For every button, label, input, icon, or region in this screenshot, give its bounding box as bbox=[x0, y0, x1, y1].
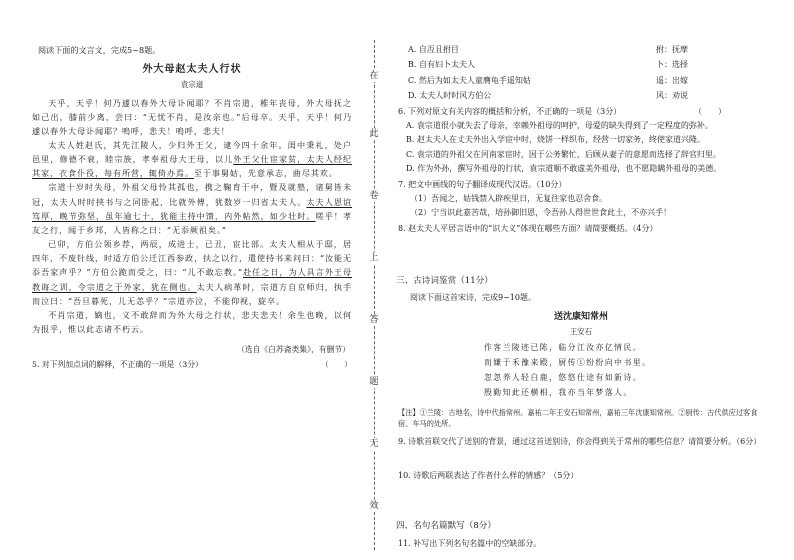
passage-paragraph bbox=[32, 96, 352, 138]
gutter-char: 卷 bbox=[366, 190, 382, 202]
gutter-char: 题 bbox=[366, 376, 382, 388]
option-gloss: 风：劝说 bbox=[656, 91, 688, 101]
question-6-text: 6. 下列对原文有关内容的概括和分析，不正确的一项是（3分） bbox=[398, 106, 622, 116]
poem-note: 【注】①兰陵：古地名，诗中代指常州。嘉祐二年王安石知常州，嘉祐三年沈康知常州。②厨传：古代供应过客食宿、车马的处所。 bbox=[398, 407, 758, 429]
underlined-sentence: 外王父仕宦家贫，太夫人经纪其家，衣食仆役，每有所营，辄倚办焉。 bbox=[32, 154, 352, 179]
passage-paragraph bbox=[32, 308, 352, 336]
q5-option-d bbox=[408, 90, 766, 102]
passage-text: 不肖宗道，稚年丧母，外大母抚之如己出，膝前少离，尝曰：“无忧不肖，是汝亲也。”后母卒。天乎，天乎！何乃遽以春外大母讣闻耶？嗚呼，悲夫！嗚呼，悲夫！ bbox=[32, 97, 352, 136]
question-6 bbox=[398, 106, 766, 118]
poem-line: 殷勤知此还横相，我亦当年梦落人。 bbox=[484, 388, 633, 398]
questions-column bbox=[396, 44, 766, 552]
poem-line: 忽忽养人轻白鹿，悠悠仕途有如新诗。 bbox=[484, 373, 643, 383]
section-3-lead: 阅读下面这首宋诗，完成9~10题。 bbox=[410, 293, 536, 303]
q6-choice-b: B. 赵太夫人在丈夫外出入学宦中时，烧饼一样织布，经营一切家务，终使家道兴隆。 bbox=[406, 135, 705, 145]
gutter-char: 在 bbox=[366, 70, 382, 82]
poem-line: 作客兰陵迹已陈，临分江汝亦亿情民。 bbox=[484, 343, 643, 353]
binding-dashed-line bbox=[374, 40, 375, 550]
passage-text: 嗟乎！孝友之行，闻于乡邦，人皆称之曰：“无忝厥祖矣。” bbox=[32, 210, 352, 235]
gutter-char: 答 bbox=[366, 314, 382, 326]
option-text: D. 太夫人时时风方伯公 bbox=[408, 91, 492, 101]
question-11: 11. 补写出下列名句名篇中的空缺部分。 bbox=[398, 538, 542, 548]
q7-item-2: （2）宁当识此嘉苦哉，培孙御旧恩，令吾孙人得世世食此土，不亦兴手！ bbox=[410, 208, 672, 218]
question-5-text: 5. 对下列加点词的解释，不正确的一项是（3分） bbox=[32, 359, 203, 369]
q6-choice-a: A. 袁宗道很小就失去了母亲，幸赖外祖母的呵护，母爱的缺失得到了一定程度的弥补。 bbox=[406, 120, 713, 130]
answer-paren: （ ） bbox=[320, 359, 352, 369]
option-gloss: 遥：出嫁 bbox=[656, 75, 688, 85]
q6-choice-d: D. 作为外孙，撰写外祖母的行状，袁宗道顺不敢虚美外祖母，也不愿隐瞒外祖母的美德。 bbox=[406, 164, 722, 174]
reading-passage-column bbox=[32, 44, 352, 371]
option-text: A. 自冱且拊目 bbox=[408, 45, 459, 54]
passage-text: 不肖宗道，嫡也，义不敢辞而为外大母之行状，悲夫悲夫！余生也晚，以何为报乎，惟以此志诸不朽云。 bbox=[32, 309, 352, 335]
poem-title: 送沈康知常州 bbox=[553, 311, 608, 322]
option-text: B. 自有妇卜太夫人 bbox=[408, 60, 475, 70]
question-9: 9. 诗歌首联交代了送别的背景，通过这首送别诗，你会得到关于常州的哪些信息？请简要分析。（6分） bbox=[398, 436, 762, 446]
section-3-heading: 三、古诗词鉴赏（11分） bbox=[396, 276, 493, 287]
poem-line: 而嫌于禾豫来殿，厨传①纷纷向中书里。 bbox=[484, 358, 652, 368]
question-10: 10. 诗歌后两联表达了作者什么样的情感？（5分） bbox=[398, 470, 579, 480]
gutter-char: 上 bbox=[366, 252, 382, 264]
passage-paragraph bbox=[32, 138, 352, 180]
q5-option-a bbox=[408, 44, 766, 56]
question-8: 8. 赵太夫人平居言语中的“识大义”体现在哪些方面？请简要概括。（4分） bbox=[398, 223, 658, 233]
passage-text: 太夫人病革时，宗道方自京师归，执手而泣曰：“吾旦暮死，儿无恙乎？”宗道亦泣，不能仰视，旋卒。 bbox=[32, 281, 353, 306]
passage-title: 外大母赵太夫人行状 bbox=[142, 64, 242, 76]
question-7: 7. 把文中画线的句子翻译成现代汉语。（10分） bbox=[398, 179, 567, 189]
poem-author: 王安石 bbox=[569, 326, 593, 336]
passage-text: 天乎，天乎！何乃遽以春外大母讣闻耶？ bbox=[48, 97, 215, 108]
q6-choice-c: C. 袁宗道的外祖父在河南家宦时，因于公务繁忙，后顾从妻子的意愿而选择了辞官归里。 bbox=[406, 149, 721, 159]
underlined-sentence: 赴任之日，为人具言外王母教诲之训，令宗道之于外家，犹在侧也。 bbox=[32, 267, 352, 292]
option-gloss: 卜：选择 bbox=[656, 60, 688, 70]
q7-item-1: （1）吾闻之，姑钱禁入辟疾里日，无复往家也忍舍食。 bbox=[410, 193, 608, 203]
option-text: C. 然后为如太夫人童膺龟手遥知姑 bbox=[408, 75, 531, 85]
passage-paragraph bbox=[32, 180, 352, 237]
passage-paragraph bbox=[32, 237, 352, 308]
passage-author: 袁宗道 bbox=[180, 80, 204, 90]
gutter-char: 此 bbox=[366, 128, 382, 140]
passage-body bbox=[32, 96, 352, 337]
passage-text: 已卯，方伯公领乡荐，两辰，成进士，已丑，宦比部。太夫人相从于邸，居四年，不废针线，时适方伯公迁江西参政，扶之以行，遣使持书来问曰：“汝能无忝吾家声乎？”方伯公跪而受之，曰：“儿不敢忘教。” bbox=[32, 239, 352, 278]
answer-paren: （ ） bbox=[694, 106, 726, 116]
passage-text: 至于事舅姑，先意承志，曲尽其欢。 bbox=[193, 168, 338, 179]
underlined-sentence: 太夫人恩谊笃厚，晚节弥坚，虽年逾七十，犹能主持中馈，内外帖然，如少壮时。 bbox=[32, 196, 352, 221]
gutter-char: 效 bbox=[366, 500, 382, 512]
passage-text: 宗道十岁时失母，外祖父母怜其孤也，携之鞠育于中，暨及就塾，诸舅皆未冠，太夫人时时挟书与之同卧起，比就外傅，犹数岁一归省太夫人。 bbox=[32, 182, 352, 207]
gutter-char: 无 bbox=[366, 438, 382, 450]
passage-text: 太夫人姓赵氏，其先江陵人，少归外王父，逮今四十余年。闺中秉礼，处户邑里，修德不衰，睦宗族，孝奉祖母大王母，以儿 bbox=[32, 140, 352, 165]
option-gloss: 拊：抚摩 bbox=[656, 45, 688, 54]
q5-option-c bbox=[408, 75, 766, 87]
section-4-heading: 四、名句名篇默写（8分） bbox=[396, 521, 496, 532]
section-intro: 阅读下面的文言文，完成5~8题。 bbox=[38, 45, 161, 55]
passage-source: （选自《白苏斋类集》，有删节） bbox=[236, 345, 350, 355]
q5-option-b bbox=[408, 59, 766, 71]
question-5 bbox=[32, 359, 352, 371]
